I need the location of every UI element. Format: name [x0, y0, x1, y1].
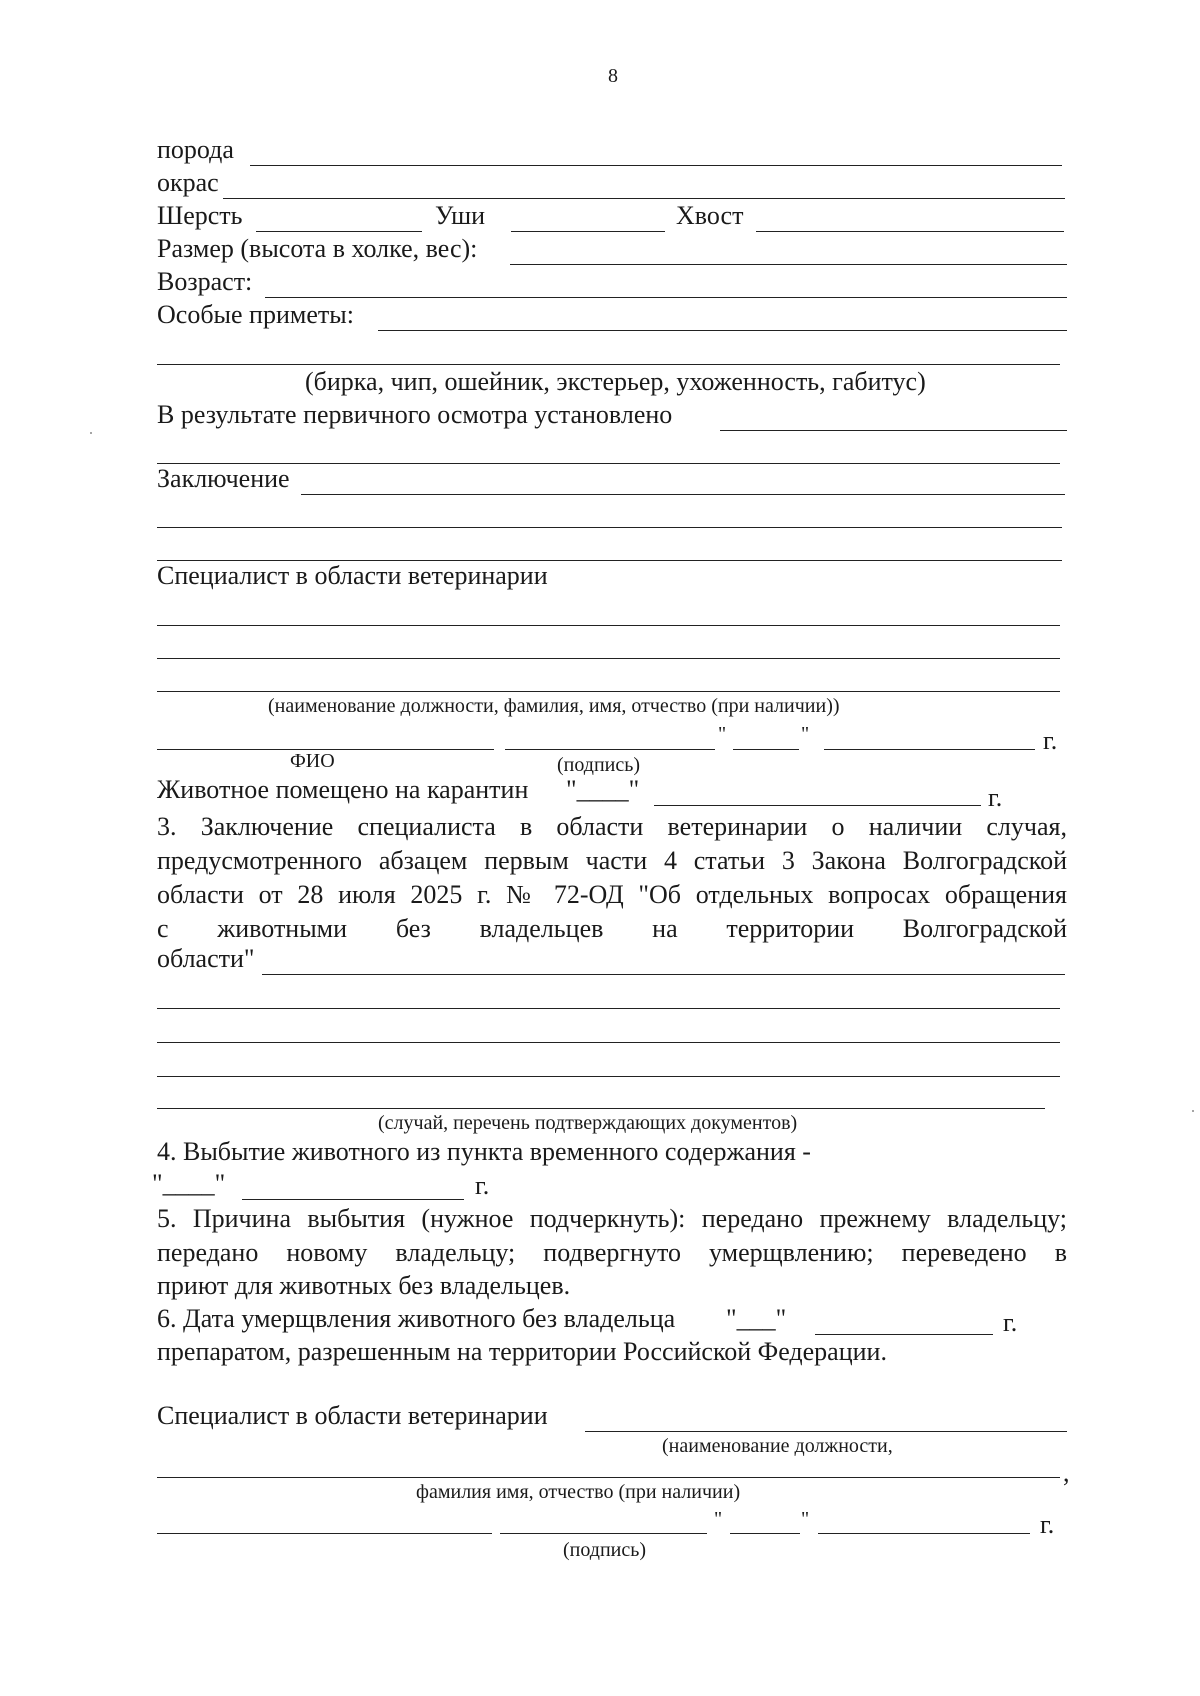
fio-caption: ФИО [290, 750, 335, 772]
quarantine-day[interactable]: "____" [566, 775, 640, 804]
ears-field[interactable] [511, 231, 665, 232]
scan-speck [90, 432, 92, 434]
year2-suffix: г. [1040, 1510, 1055, 1539]
item6-date-field[interactable] [815, 1334, 993, 1335]
specialist2-label: Специалист в области ветеринарии [157, 1401, 548, 1430]
item4-label: 4. Выбытие животного из пункта временного содержания - [157, 1137, 811, 1166]
item4-year: г. [475, 1171, 490, 1200]
specialist-field-2[interactable] [157, 658, 1060, 659]
quote-open: " [718, 723, 727, 745]
quote2-open: " [714, 1508, 723, 1530]
tail-label: Хвост [676, 201, 744, 230]
case-field-2[interactable] [157, 1008, 1060, 1009]
breed-field[interactable] [250, 165, 1062, 166]
conclusion-field[interactable] [301, 494, 1065, 495]
exam-field[interactable] [720, 430, 1067, 431]
specialist-field-3[interactable] [157, 691, 1060, 692]
quote2-close: " [801, 1508, 810, 1530]
item6-second: препаратом, разрешенным на территории Российской Федерации. [157, 1337, 887, 1366]
page-number: 8 [608, 65, 618, 87]
month-year2-field[interactable] [818, 1533, 1030, 1534]
fur-field[interactable] [256, 231, 422, 232]
signature2-caption: (подпись) [563, 1539, 647, 1561]
specialist-label: Специалист в области ветеринарии [157, 561, 548, 590]
breed-label: порода [157, 135, 234, 164]
case-field[interactable] [262, 974, 1065, 975]
quote-close: " [801, 723, 810, 745]
size-label: Размер (высота в холке, вес): [157, 234, 478, 263]
item3-last: области" [157, 944, 255, 973]
fur-label: Шерсть [157, 201, 243, 230]
scan-speck [1192, 1110, 1194, 1112]
conclusion-label: Заключение [157, 464, 290, 493]
item3-line-1: 3. Заключение специалиста в области ветеринарии о наличии случая, [157, 812, 1067, 841]
conclusion-field-2[interactable] [157, 527, 1062, 528]
item5-line-2: передано новому владельцу; подвергнуто умерщвлению; переведено в [157, 1238, 1067, 1267]
item6-day[interactable]: "___" [726, 1304, 787, 1333]
item4-day[interactable]: "____" [152, 1169, 226, 1198]
marks-field-2[interactable] [157, 364, 1060, 365]
comma: , [1063, 1458, 1070, 1487]
item5-line-1: 5. Причина выбытия (нужное подчеркнуть): передано прежнему владельцу; [157, 1204, 1067, 1233]
size-field[interactable] [510, 264, 1067, 265]
day-field[interactable] [733, 749, 799, 750]
case-field-4[interactable] [157, 1076, 1060, 1077]
tail-field[interactable] [756, 231, 1064, 232]
exam-label: В результате первичного осмотра установлено [157, 400, 673, 429]
signature-field[interactable] [505, 749, 715, 750]
day2-field[interactable] [730, 1533, 800, 1534]
fio-hint2: фамилия имя, отчество (при наличии) [416, 1481, 741, 1503]
color-label: окрас [157, 168, 219, 197]
case-field-3[interactable] [157, 1042, 1060, 1043]
fio2-field[interactable] [157, 1533, 492, 1534]
marks-hint: (бирка, чип, ошейник, экстерьер, ухоженность, габитус) [305, 367, 926, 396]
specialist2-field[interactable] [585, 1431, 1067, 1432]
item6-year: г. [1003, 1308, 1018, 1337]
exam-field-2[interactable] [157, 463, 1060, 464]
quarantine-year: г. [988, 783, 1003, 812]
signature-caption: (подпись) [557, 754, 641, 776]
specialist2-field-2[interactable] [157, 1477, 1060, 1478]
item4-date-field[interactable] [242, 1199, 464, 1200]
case-hint: (случай, перечень подтверждающих документов) [378, 1112, 798, 1134]
position-hint: (наименование должности, фамилия, имя, отчество (при наличии)) [268, 695, 840, 717]
signature2-field[interactable] [500, 1533, 707, 1534]
age-field[interactable] [265, 297, 1067, 298]
item3-line-2: предусмотренного абзацем первым части 4 статьи 3 Закона Волгоградской [157, 846, 1067, 875]
item3-line-3: области от 28 июля 2025 г. № 72-ОД "Об отдельных вопросах обращения [157, 880, 1067, 909]
month-year-field[interactable] [824, 749, 1035, 750]
position-hint2: (наименование должности, [662, 1435, 893, 1457]
case-field-5[interactable] [157, 1108, 1045, 1109]
item6-label: 6. Дата умерщвления животного без владельца [157, 1304, 676, 1333]
specialist-field[interactable] [157, 625, 1060, 626]
ears-label: Уши [435, 201, 486, 230]
age-label: Возраст: [157, 267, 253, 296]
year-suffix: г. [1043, 726, 1058, 755]
marks-field[interactable] [378, 330, 1067, 331]
quarantine-label: Животное помещено на карантин [157, 775, 529, 804]
item3-line-4: с животными без владельцев на территории Волгоградской [157, 914, 1067, 943]
color-field[interactable] [223, 198, 1065, 199]
marks-label: Особые приметы: [157, 300, 354, 329]
item5-last: приют для животных без владельцев. [157, 1271, 571, 1300]
quarantine-date-field[interactable] [654, 805, 981, 806]
